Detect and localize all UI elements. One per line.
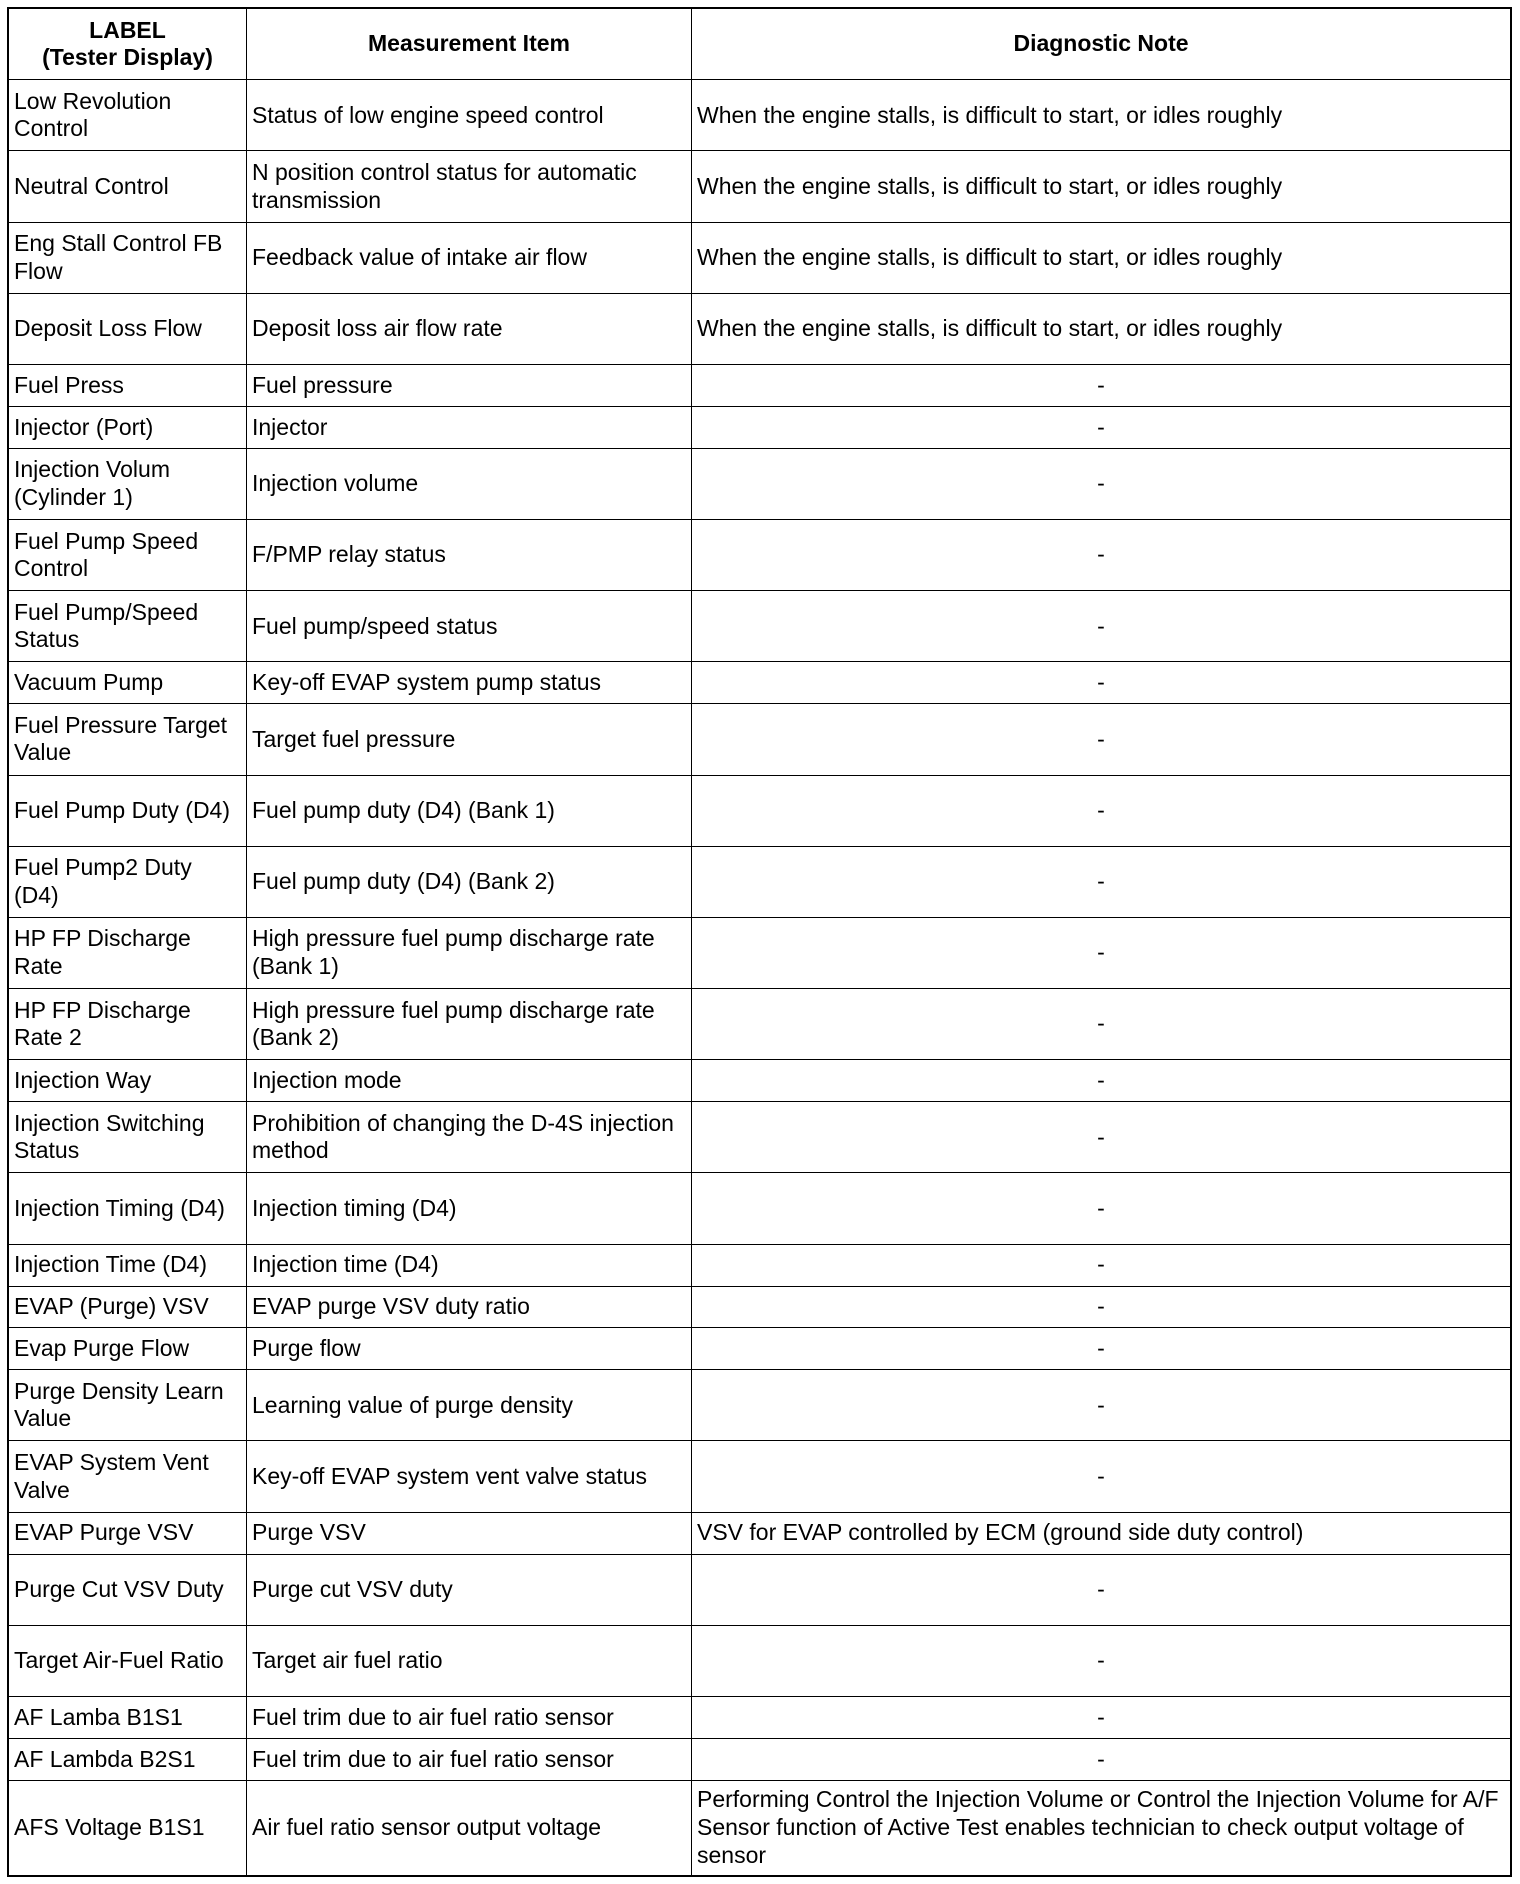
diagnostic-note-cell: -	[692, 704, 1510, 775]
label-cell: Fuel Pump2 Duty (D4)	[9, 847, 247, 918]
measurement-item-cell: High pressure fuel pump discharge rate (Bank 1)	[247, 918, 692, 989]
label-cell: Vacuum Pump	[9, 662, 247, 704]
label-cell: Fuel Pressure Target Value	[9, 704, 247, 775]
label-cell: Fuel Pump/Speed Status	[9, 591, 247, 662]
measurement-item-cell: Feedback value of intake air flow	[247, 223, 692, 294]
measurement-item-cell: Fuel trim due to air fuel ratio sensor	[247, 1697, 692, 1739]
label-cell: Low Revolution Control	[9, 80, 247, 151]
diagnostic-note-cell: -	[692, 1328, 1510, 1370]
label-cell: AF Lambda B2S1	[9, 1739, 247, 1781]
label-cell: AF Lamba B1S1	[9, 1697, 247, 1739]
diagnostic-note-cell: -	[692, 989, 1510, 1060]
label-cell: Purge Density Learn Value	[9, 1370, 247, 1441]
diagnostic-note-cell: VSV for EVAP controlled by ECM (ground side duty control)	[692, 1513, 1510, 1555]
measurement-item-cell: Injection timing (D4)	[247, 1173, 692, 1244]
label-cell: Injection Time (D4)	[9, 1245, 247, 1287]
measurement-item-cell: Key-off EVAP system pump status	[247, 662, 692, 704]
diagnostic-note-cell: -	[692, 1626, 1510, 1697]
measurement-item-cell: Fuel trim due to air fuel ratio sensor	[247, 1739, 692, 1781]
label-cell: Eng Stall Control FB Flow	[9, 223, 247, 294]
measurement-item-cell: Fuel pressure	[247, 365, 692, 407]
label-cell: Fuel Pump Duty (D4)	[9, 776, 247, 847]
measurement-item-cell: Injector	[247, 407, 692, 449]
diagnostic-note-cell: -	[692, 407, 1510, 449]
diagnostic-note-cell: -	[692, 1102, 1510, 1173]
diagnostic-note-cell: -	[692, 1555, 1510, 1626]
measurement-item-cell: Fuel pump duty (D4) (Bank 1)	[247, 776, 692, 847]
label-cell: EVAP Purge VSV	[9, 1513, 247, 1555]
diagnostic-note-cell: -	[692, 365, 1510, 407]
measurement-item-cell: Injection volume	[247, 449, 692, 520]
diagnostic-note-cell: -	[692, 662, 1510, 704]
measurement-item-cell: Key-off EVAP system vent valve status	[247, 1441, 692, 1512]
measurement-item-cell: F/PMP relay status	[247, 520, 692, 591]
label-cell: Injection Volum (Cylinder 1)	[9, 449, 247, 520]
diagnostic-note-cell: Performing Control the Injection Volume or Control the Injection Volume for A/F Sensor function of Active Test enables technician to check output voltage of sensor	[697, 1786, 1499, 1868]
label-cell: Fuel Pump Speed Control	[9, 520, 247, 591]
label-cell: Deposit Loss Flow	[9, 294, 247, 365]
measurement-item-cell: High pressure fuel pump discharge rate (Bank 2)	[247, 989, 692, 1060]
diagnostic-note-cell: -	[692, 520, 1510, 591]
measurement-item-cell: Prohibition of changing the D-4S injection method	[247, 1102, 692, 1173]
diagnostic-note-cell: When the engine stalls, is difficult to start, or idles roughly	[692, 151, 1510, 222]
header-note-cell: Diagnostic Note	[692, 9, 1510, 80]
diagnostic-note-cell: -	[692, 1370, 1510, 1441]
header-label-line2: (Tester Display)	[42, 44, 213, 71]
label-cell: EVAP System Vent Valve	[9, 1441, 247, 1512]
label-cell: Neutral Control	[9, 151, 247, 222]
diagnostic-note-cell: -	[692, 1739, 1510, 1781]
measurement-item-cell: Deposit loss air flow rate	[247, 294, 692, 365]
diagnostic-note-cell: -	[692, 918, 1510, 989]
diagnostic-note-cell: When the engine stalls, is difficult to start, or idles roughly	[692, 80, 1510, 151]
header-label-line1: LABEL	[89, 16, 166, 43]
header-label-cell	[9, 9, 247, 80]
measurement-item-cell: Learning value of purge density	[247, 1370, 692, 1441]
measurement-item-cell: Injection mode	[247, 1060, 692, 1102]
measurement-item-cell: Purge flow	[247, 1328, 692, 1370]
label-cell: Injection Timing (D4)	[9, 1173, 247, 1244]
data-list-table	[7, 7, 1512, 1877]
measurement-item-cell: Target air fuel ratio	[247, 1626, 692, 1697]
diagnostic-note-cell: -	[692, 449, 1510, 520]
label-cell: Target Air-Fuel Ratio	[9, 1626, 247, 1697]
label-cell: Injection Switching Status	[9, 1102, 247, 1173]
diagnostic-note-cell: -	[692, 1287, 1510, 1329]
measurement-item-cell: EVAP purge VSV duty ratio	[247, 1287, 692, 1329]
header-item-cell: Measurement Item	[247, 9, 692, 80]
label-cell: Evap Purge Flow	[9, 1328, 247, 1370]
measurement-item-cell: Air fuel ratio sensor output voltage	[247, 1781, 692, 1875]
measurement-item-cell: Injection time (D4)	[247, 1245, 692, 1287]
measurement-item-cell: Fuel pump duty (D4) (Bank 2)	[247, 847, 692, 918]
label-cell: HP FP Discharge Rate 2	[9, 989, 247, 1060]
measurement-item-cell: N position control status for automatic transmission	[247, 151, 692, 222]
label-cell: AFS Voltage B1S1	[9, 1781, 247, 1875]
diagnostic-note-cell: -	[692, 1060, 1510, 1102]
diagnostic-note-cell: -	[692, 1697, 1510, 1739]
measurement-item-cell: Purge VSV	[247, 1513, 692, 1555]
measurement-item-cell: Status of low engine speed control	[247, 80, 692, 151]
measurement-item-cell: Fuel pump/speed status	[247, 591, 692, 662]
label-cell: Injector (Port)	[9, 407, 247, 449]
diagnostic-note-cell: -	[692, 776, 1510, 847]
label-cell: Purge Cut VSV Duty	[9, 1555, 247, 1626]
measurement-item-cell: Target fuel pressure	[247, 704, 692, 775]
diagnostic-note-cell: -	[692, 1173, 1510, 1244]
diagnostic-note-cell: -	[692, 591, 1510, 662]
label-cell: Injection Way	[9, 1060, 247, 1102]
diagnostic-note-cell: When the engine stalls, is difficult to start, or idles roughly	[692, 223, 1510, 294]
diagnostic-note-cell: -	[692, 847, 1510, 918]
label-cell: EVAP (Purge) VSV	[9, 1287, 247, 1329]
diagnostic-note-cell: When the engine stalls, is difficult to start, or idles roughly	[692, 294, 1510, 365]
diagnostic-note-cell: -	[692, 1245, 1510, 1287]
diagnostic-note-cell: -	[692, 1441, 1510, 1512]
label-cell: Fuel Press	[9, 365, 247, 407]
label-cell: HP FP Discharge Rate	[9, 918, 247, 989]
measurement-item-cell: Purge cut VSV duty	[247, 1555, 692, 1626]
